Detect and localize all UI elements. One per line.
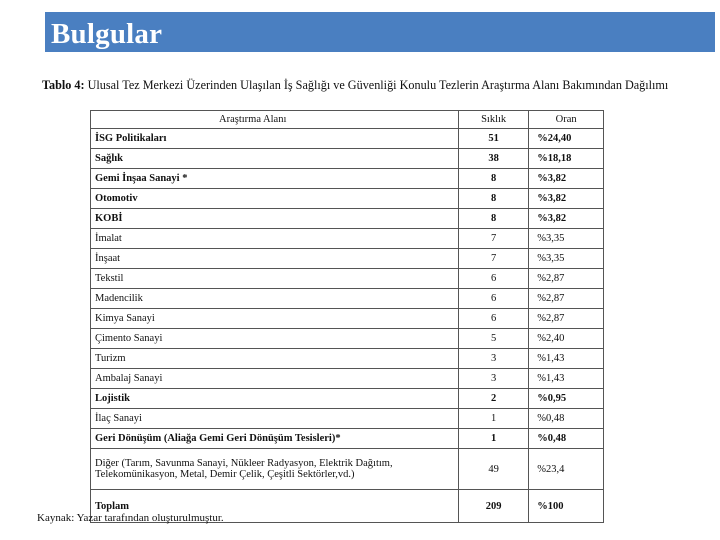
cell-rate: %100 bbox=[529, 490, 604, 523]
table-header-row bbox=[91, 111, 604, 129]
caption-label: Tablo 4: bbox=[42, 78, 85, 92]
cell-count: 8 bbox=[459, 189, 529, 209]
table-row bbox=[91, 169, 604, 189]
cell-count: 6 bbox=[459, 269, 529, 289]
cell-area: Tekstil bbox=[91, 269, 459, 289]
cell-rate: %3,82 bbox=[529, 189, 604, 209]
cell-area: Sağlık bbox=[91, 149, 459, 169]
header-count: Sıklık bbox=[459, 111, 529, 129]
cell-area: Kimya Sanayi bbox=[91, 309, 459, 329]
cell-rate: %0,95 bbox=[529, 389, 604, 409]
table-row bbox=[91, 309, 604, 329]
cell-area: Diğer (Tarım, Savunma Sanayi, Nükleer Radyasyon, Elektrik Dağıtım, Telekomünikasyon, Metal, Demir Çelik, Çeşitli Sektörler,vd.) bbox=[91, 449, 459, 490]
cell-count: 49 bbox=[459, 449, 529, 490]
cell-rate: %3,35 bbox=[529, 249, 604, 269]
table-row bbox=[91, 189, 604, 209]
cell-count: 5 bbox=[459, 329, 529, 349]
table-row bbox=[91, 449, 604, 490]
slide-title: Bulgular bbox=[51, 18, 163, 50]
cell-count: 3 bbox=[459, 369, 529, 389]
cell-area: Toplam bbox=[91, 490, 459, 523]
cell-count: 209 bbox=[459, 490, 529, 523]
cell-count: 3 bbox=[459, 349, 529, 369]
cell-count: 8 bbox=[459, 209, 529, 229]
cell-area: İmalat bbox=[91, 229, 459, 249]
table-body bbox=[91, 129, 604, 523]
title-bar bbox=[45, 12, 715, 52]
cell-rate: %3,82 bbox=[529, 169, 604, 189]
cell-area: Lojistik bbox=[91, 389, 459, 409]
cell-rate: %1,43 bbox=[529, 369, 604, 389]
cell-rate: %3,82 bbox=[529, 209, 604, 229]
cell-area: Gemi İnşaa Sanayi * bbox=[91, 169, 459, 189]
cell-rate: %1,43 bbox=[529, 349, 604, 369]
cell-rate: %18,18 bbox=[529, 149, 604, 169]
cell-area: Geri Dönüşüm (Aliağa Gemi Geri Dönüşüm Tesisleri)* bbox=[91, 429, 459, 449]
cell-area: İSG Politikaları bbox=[91, 129, 459, 149]
table-row bbox=[91, 409, 604, 429]
table-row bbox=[91, 129, 604, 149]
table-row bbox=[91, 289, 604, 309]
table-row bbox=[91, 429, 604, 449]
cell-count: 7 bbox=[459, 229, 529, 249]
header-rate: Oran bbox=[529, 111, 604, 129]
cell-rate: %2,40 bbox=[529, 329, 604, 349]
cell-count: 8 bbox=[459, 169, 529, 189]
table-row bbox=[91, 209, 604, 229]
cell-rate: %2,87 bbox=[529, 289, 604, 309]
caption-text: Ulusal Tez Merkezi Üzerinden Ulaşılan İş Sağlığı ve Güvenliği Konulu Tezlerin Araştırma Alanı Bakımından Dağılımı bbox=[87, 78, 669, 92]
cell-count: 6 bbox=[459, 289, 529, 309]
cell-rate: %2,87 bbox=[529, 269, 604, 289]
cell-count: 7 bbox=[459, 249, 529, 269]
cell-count: 1 bbox=[459, 429, 529, 449]
cell-area: Ambalaj Sanayi bbox=[91, 369, 459, 389]
table-row bbox=[91, 389, 604, 409]
cell-area: Madencilik bbox=[91, 289, 459, 309]
cell-area: İnşaat bbox=[91, 249, 459, 269]
table-row bbox=[91, 249, 604, 269]
cell-area: Turizm bbox=[91, 349, 459, 369]
source-note: Kaynak: Yazar tarafından oluşturulmuştur. bbox=[37, 512, 224, 524]
cell-area: Çimento Sanayi bbox=[91, 329, 459, 349]
cell-count: 51 bbox=[459, 129, 529, 149]
table-row bbox=[91, 149, 604, 169]
table-row bbox=[91, 369, 604, 389]
cell-count: 1 bbox=[459, 409, 529, 429]
distribution-table bbox=[90, 110, 604, 523]
cell-rate: %0,48 bbox=[529, 429, 604, 449]
header-area: Araştırma Alanı bbox=[91, 111, 459, 129]
cell-count: 38 bbox=[459, 149, 529, 169]
cell-area: İlaç Sanayi bbox=[91, 409, 459, 429]
table-row bbox=[91, 269, 604, 289]
cell-rate: %2,87 bbox=[529, 309, 604, 329]
cell-count: 2 bbox=[459, 389, 529, 409]
cell-rate: %24,40 bbox=[529, 129, 604, 149]
cell-area: KOBİ bbox=[91, 209, 459, 229]
table-row bbox=[91, 349, 604, 369]
cell-rate: %23,4 bbox=[529, 449, 604, 490]
table-row bbox=[91, 329, 604, 349]
cell-rate: %0,48 bbox=[529, 409, 604, 429]
cell-count: 6 bbox=[459, 309, 529, 329]
cell-area: Otomotiv bbox=[91, 189, 459, 209]
table-row bbox=[91, 229, 604, 249]
cell-rate: %3,35 bbox=[529, 229, 604, 249]
table-caption bbox=[42, 78, 682, 93]
